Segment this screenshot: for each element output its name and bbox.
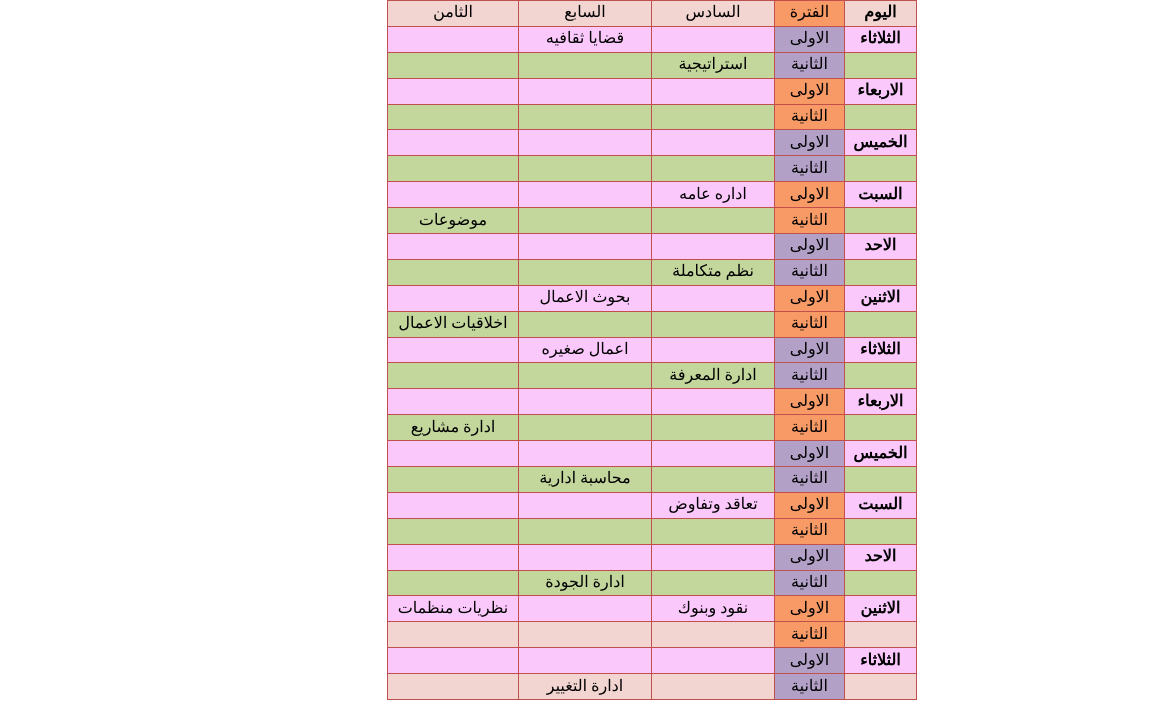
eighth-cell: نظريات منظمات (388, 596, 519, 622)
table-row (388, 467, 917, 493)
eighth-cell: اخلاقيات الاعمال (388, 311, 519, 337)
seventh-cell (519, 389, 652, 415)
period-cell: الاولى (775, 234, 845, 260)
seventh-cell (519, 441, 652, 467)
period-cell: الاولى (775, 78, 845, 104)
table-row (388, 441, 917, 467)
schedule-table (387, 0, 917, 700)
sixth-cell (652, 544, 775, 570)
table-row (388, 234, 917, 260)
sixth-cell (652, 208, 775, 234)
header-day: اليوم (845, 1, 917, 27)
day-cell (845, 622, 917, 648)
day-cell: الاثنين (845, 596, 917, 622)
sixth-cell (652, 674, 775, 700)
eighth-cell (388, 570, 519, 596)
period-cell: الثانية (775, 518, 845, 544)
eighth-cell (388, 104, 519, 130)
seventh-cell (519, 52, 652, 78)
seventh-cell (519, 415, 652, 441)
day-cell (845, 52, 917, 78)
seventh-cell (519, 78, 652, 104)
table-row (388, 52, 917, 78)
sixth-cell (652, 648, 775, 674)
day-cell (845, 467, 917, 493)
period-cell: الثانية (775, 311, 845, 337)
table-row (388, 622, 917, 648)
day-cell (845, 259, 917, 285)
day-cell: الخميس (845, 441, 917, 467)
eighth-cell (388, 674, 519, 700)
table-row (388, 104, 917, 130)
sixth-cell (652, 570, 775, 596)
sixth-cell (652, 26, 775, 52)
eighth-cell (388, 337, 519, 363)
table-row (388, 26, 917, 52)
day-cell: الاربعاء (845, 78, 917, 104)
seventh-cell: ادارة الجودة (519, 570, 652, 596)
day-cell: الثلاثاء (845, 337, 917, 363)
period-cell: الاولى (775, 26, 845, 52)
table-row (388, 208, 917, 234)
sixth-cell (652, 234, 775, 260)
period-cell: الثانية (775, 259, 845, 285)
table-row (388, 285, 917, 311)
period-cell: الاولى (775, 441, 845, 467)
sixth-cell (652, 389, 775, 415)
eighth-cell: ادارة مشاريع (388, 415, 519, 441)
sixth-cell (652, 622, 775, 648)
seventh-cell: ادارة التغيير (519, 674, 652, 700)
table-row (388, 182, 917, 208)
sixth-cell (652, 518, 775, 544)
seventh-cell (519, 259, 652, 285)
table-row (388, 311, 917, 337)
seventh-cell: محاسبة ادارية (519, 467, 652, 493)
sixth-cell (652, 415, 775, 441)
period-cell: الاولى (775, 182, 845, 208)
seventh-cell (519, 648, 652, 674)
header-seventh: السابع (519, 1, 652, 27)
period-cell: الثانية (775, 156, 845, 182)
sixth-cell (652, 311, 775, 337)
eighth-cell (388, 467, 519, 493)
seventh-cell (519, 596, 652, 622)
eighth-cell (388, 492, 519, 518)
seventh-cell: قضايا ثقافيه (519, 26, 652, 52)
day-cell (845, 415, 917, 441)
sixth-cell: تعاقد وتفاوض (652, 492, 775, 518)
seventh-cell: بحوث الاعمال (519, 285, 652, 311)
period-cell: الاولى (775, 492, 845, 518)
seventh-cell (519, 311, 652, 337)
sixth-cell: استراتيجية (652, 52, 775, 78)
sixth-cell (652, 104, 775, 130)
table-row (388, 130, 917, 156)
sixth-cell: اداره عامه (652, 182, 775, 208)
seventh-cell (519, 234, 652, 260)
sixth-cell (652, 441, 775, 467)
eighth-cell (388, 78, 519, 104)
day-cell (845, 208, 917, 234)
eighth-cell (388, 622, 519, 648)
seventh-cell (519, 544, 652, 570)
day-cell: الاثنين (845, 285, 917, 311)
eighth-cell (388, 156, 519, 182)
eighth-cell (388, 363, 519, 389)
table-row (388, 596, 917, 622)
period-cell: الثانية (775, 674, 845, 700)
period-cell: الثانية (775, 363, 845, 389)
sixth-cell: نظم متكاملة (652, 259, 775, 285)
table-row (388, 389, 917, 415)
sixth-cell (652, 130, 775, 156)
day-cell: الاحد (845, 234, 917, 260)
eighth-cell: موضوعات (388, 208, 519, 234)
eighth-cell (388, 130, 519, 156)
sixth-cell (652, 78, 775, 104)
table-row (388, 492, 917, 518)
table-row (388, 415, 917, 441)
day-cell: الثلاثاء (845, 26, 917, 52)
seventh-cell (519, 518, 652, 544)
header-sixth: السادس (652, 1, 775, 27)
period-cell: الثانية (775, 570, 845, 596)
table-row (388, 363, 917, 389)
day-cell: الثلاثاء (845, 648, 917, 674)
sixth-cell (652, 285, 775, 311)
table-row (388, 674, 917, 700)
period-cell: الثانية (775, 467, 845, 493)
table-row (388, 78, 917, 104)
day-cell: السبت (845, 182, 917, 208)
eighth-cell (388, 26, 519, 52)
day-cell (845, 156, 917, 182)
day-cell: الخميس (845, 130, 917, 156)
period-cell: الثانية (775, 104, 845, 130)
period-cell: الثانية (775, 208, 845, 234)
period-cell: الاولى (775, 130, 845, 156)
period-cell: الثانية (775, 622, 845, 648)
table-row (388, 337, 917, 363)
table-row (388, 518, 917, 544)
table-row (388, 648, 917, 674)
eighth-cell (388, 234, 519, 260)
period-cell: الاولى (775, 596, 845, 622)
header-eighth: الثامن (388, 1, 519, 27)
seventh-cell: اعمال صغيره (519, 337, 652, 363)
sixth-cell (652, 156, 775, 182)
eighth-cell (388, 441, 519, 467)
table-row (388, 570, 917, 596)
period-cell: الاولى (775, 648, 845, 674)
period-cell: الثانية (775, 415, 845, 441)
period-cell: الاولى (775, 544, 845, 570)
period-cell: الاولى (775, 285, 845, 311)
eighth-cell (388, 648, 519, 674)
sixth-cell: ادارة المعرفة (652, 363, 775, 389)
header-period: الفترة (775, 1, 845, 27)
eighth-cell (388, 389, 519, 415)
day-cell (845, 570, 917, 596)
seventh-cell (519, 104, 652, 130)
day-cell: السبت (845, 492, 917, 518)
sixth-cell (652, 467, 775, 493)
day-cell (845, 674, 917, 700)
seventh-cell (519, 622, 652, 648)
seventh-cell (519, 182, 652, 208)
period-cell: الاولى (775, 389, 845, 415)
eighth-cell (388, 182, 519, 208)
day-cell (845, 518, 917, 544)
seventh-cell (519, 208, 652, 234)
day-cell: الاربعاء (845, 389, 917, 415)
sixth-cell: نقود وبنوك (652, 596, 775, 622)
table-row (388, 259, 917, 285)
day-cell (845, 363, 917, 389)
eighth-cell (388, 518, 519, 544)
seventh-cell (519, 130, 652, 156)
eighth-cell (388, 52, 519, 78)
table-row (388, 156, 917, 182)
period-cell: الاولى (775, 337, 845, 363)
sixth-cell (652, 337, 775, 363)
table-row (388, 544, 917, 570)
day-cell (845, 104, 917, 130)
eighth-cell (388, 285, 519, 311)
seventh-cell (519, 363, 652, 389)
seventh-cell (519, 492, 652, 518)
schedule-body (388, 1, 917, 700)
day-cell (845, 311, 917, 337)
day-cell: الاحد (845, 544, 917, 570)
eighth-cell (388, 544, 519, 570)
period-cell: الثانية (775, 52, 845, 78)
header-row (388, 1, 917, 27)
eighth-cell (388, 259, 519, 285)
seventh-cell (519, 156, 652, 182)
